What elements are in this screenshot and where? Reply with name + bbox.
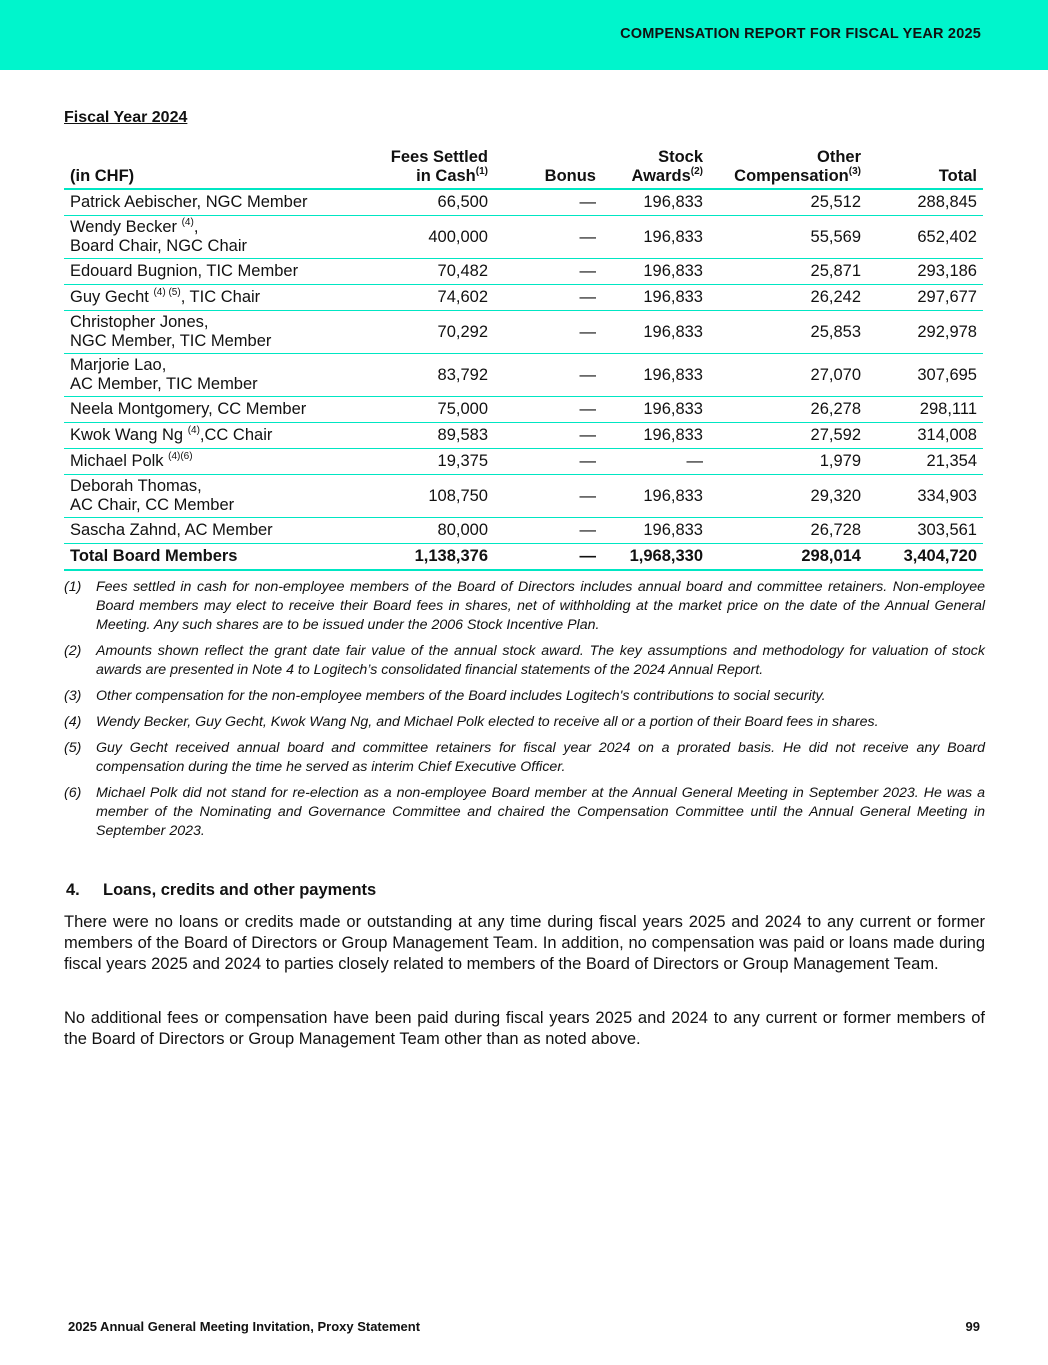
fees-cell: 74,602 bbox=[354, 285, 494, 311]
loans-section-heading bbox=[66, 881, 376, 900]
footnote-ref: (2) bbox=[690, 165, 703, 177]
member-name-text: Deborah Thomas, bbox=[70, 477, 202, 495]
footnote-number: (3) bbox=[64, 688, 82, 704]
section-heading-text: Loans, credits and other payments bbox=[103, 881, 377, 899]
other-cell: 29,320 bbox=[709, 475, 867, 518]
footnote-ref: (4) (5) bbox=[153, 286, 181, 298]
footnote bbox=[64, 713, 985, 732]
col-header-stock-line2: Awards bbox=[631, 167, 691, 185]
footnote-text: Fees settled in cash for non-employee members of the Board of Directors includes annual board and committee retainers. Non-employee Board members may elect to receive their Board fees in shares, net of withholding at the market price on the date of the Annual General Meeting. Any such shares are to be issued under the 2006 Stock Incentive Plan. bbox=[96, 579, 985, 633]
total-cell: 303,561 bbox=[867, 518, 983, 544]
member-name-suffix: , TIC Chair bbox=[180, 288, 261, 306]
footnote-text: Other compensation for the non-employee members of the Board includes Logitech's contributions to social security. bbox=[96, 688, 826, 704]
member-name: Neela Montgomery, CC Member bbox=[64, 397, 354, 423]
footnote-text: Michael Polk did not stand for re-election as a non-employee Board member at the Annual General Meeting in September 2023. He was a member of the Nominating and Governance Committee and chaired the Compensation Committee until the Annual General Meeting in September 2023. bbox=[96, 785, 985, 839]
member-role: AC Chair, CC Member bbox=[70, 496, 235, 514]
table-row bbox=[64, 449, 983, 475]
table-row bbox=[64, 354, 983, 397]
other-cell: 26,728 bbox=[709, 518, 867, 544]
footnote-ref: (4)(6) bbox=[168, 450, 193, 462]
bonus-cell: — bbox=[494, 423, 602, 449]
table-row bbox=[64, 189, 983, 216]
footnote-ref: (4) bbox=[187, 424, 200, 436]
report-title: COMPENSATION REPORT FOR FISCAL YEAR 2025 bbox=[620, 26, 981, 42]
total-cell: 314,008 bbox=[867, 423, 983, 449]
other-cell: 26,242 bbox=[709, 285, 867, 311]
table-row bbox=[64, 475, 983, 518]
member-name bbox=[64, 216, 354, 259]
fees-cell: 400,000 bbox=[354, 216, 494, 259]
fees-cell: 1,138,376 bbox=[354, 544, 494, 571]
stock-cell: 196,833 bbox=[602, 475, 709, 518]
footnote bbox=[64, 687, 985, 706]
fees-cell: 89,583 bbox=[354, 423, 494, 449]
col-header-other bbox=[709, 146, 867, 189]
fees-cell: 66,500 bbox=[354, 189, 494, 216]
footnote-ref: (1) bbox=[475, 165, 488, 177]
stock-cell: 196,833 bbox=[602, 311, 709, 354]
bonus-cell: — bbox=[494, 189, 602, 216]
member-name-text: Kwok Wang Ng bbox=[70, 426, 188, 444]
member-name bbox=[64, 285, 354, 311]
table-row bbox=[64, 311, 983, 354]
section-number: 4. bbox=[66, 881, 80, 899]
other-cell: 298,014 bbox=[709, 544, 867, 571]
other-cell: 55,569 bbox=[709, 216, 867, 259]
col-header-other-line1: Other bbox=[816, 148, 861, 166]
total-cell: 292,978 bbox=[867, 311, 983, 354]
section-title: Fiscal Year 2024 bbox=[64, 109, 188, 126]
col-header-fees-line2: in Cash bbox=[416, 167, 476, 185]
compensation-table bbox=[64, 146, 983, 571]
footnote-number: (6) bbox=[64, 785, 82, 801]
footnote-text: Guy Gecht received annual board and committee retainers for fiscal year 2024 on a prorated basis. He did not receive any Board compensation during the time he served as interim Chief Executive Officer. bbox=[96, 740, 985, 775]
stock-cell: — bbox=[602, 449, 709, 475]
col-header-bonus: Bonus bbox=[494, 146, 602, 189]
footnote bbox=[64, 739, 985, 777]
other-cell: 1,979 bbox=[709, 449, 867, 475]
total-cell: 334,903 bbox=[867, 475, 983, 518]
member-name bbox=[64, 311, 354, 354]
bonus-cell: — bbox=[494, 285, 602, 311]
member-name-text: Guy Gecht bbox=[70, 288, 154, 306]
other-cell: 25,853 bbox=[709, 311, 867, 354]
fees-cell: 70,482 bbox=[354, 259, 494, 285]
stock-cell: 196,833 bbox=[602, 423, 709, 449]
table-row bbox=[64, 285, 983, 311]
stock-cell: 196,833 bbox=[602, 189, 709, 216]
bonus-cell: — bbox=[494, 311, 602, 354]
table-row bbox=[64, 423, 983, 449]
fees-cell: 70,292 bbox=[354, 311, 494, 354]
total-label: Total Board Members bbox=[64, 544, 354, 571]
stock-cell: 196,833 bbox=[602, 216, 709, 259]
footnote-number: (2) bbox=[64, 643, 82, 659]
table-row bbox=[64, 216, 983, 259]
bonus-cell: — bbox=[494, 518, 602, 544]
footnote-ref: (4) bbox=[181, 216, 194, 228]
col-header-stock bbox=[602, 146, 709, 189]
fees-cell: 83,792 bbox=[354, 354, 494, 397]
fees-cell: 19,375 bbox=[354, 449, 494, 475]
member-role: NGC Member, TIC Member bbox=[70, 332, 272, 350]
total-cell: 297,677 bbox=[867, 285, 983, 311]
bonus-cell: — bbox=[494, 544, 602, 571]
footer-document-title: 2025 Annual General Meeting Invitation, Proxy Statement bbox=[68, 1319, 421, 1334]
bonus-cell: — bbox=[494, 449, 602, 475]
footnote-number: (4) bbox=[64, 714, 82, 730]
member-name bbox=[64, 423, 354, 449]
total-cell: 293,186 bbox=[867, 259, 983, 285]
stock-cell: 196,833 bbox=[602, 518, 709, 544]
footnote-number: (1) bbox=[64, 579, 82, 595]
col-header-other-line2: Compensation bbox=[734, 167, 849, 185]
footnote-text: Wendy Becker, Guy Gecht, Kwok Wang Ng, and Michael Polk elected to receive all or a portion of their Board fees in shares. bbox=[96, 714, 879, 730]
member-name-text: Marjorie Lao, bbox=[70, 356, 167, 374]
footnote-text: Amounts shown reflect the grant date fair value of the annual stock award. The key assumptions and methodology for valuation of stock awards are presented in Note 4 to Logitech’s consolidated financial statements of the 2024 Annual Report. bbox=[96, 643, 985, 678]
table-header-row bbox=[64, 146, 983, 189]
table-row bbox=[64, 259, 983, 285]
fees-cell: 80,000 bbox=[354, 518, 494, 544]
other-cell: 27,592 bbox=[709, 423, 867, 449]
col-header-fees bbox=[354, 146, 494, 189]
member-name: Edouard Bugnion, TIC Member bbox=[64, 259, 354, 285]
header-band bbox=[0, 0, 1048, 70]
other-cell: 26,278 bbox=[709, 397, 867, 423]
member-role: Board Chair, NGC Chair bbox=[70, 237, 247, 255]
bonus-cell: — bbox=[494, 259, 602, 285]
member-name-suffix: ,CC Chair bbox=[199, 426, 273, 444]
stock-cell: 196,833 bbox=[602, 354, 709, 397]
total-cell: 298,111 bbox=[867, 397, 983, 423]
stock-cell: 196,833 bbox=[602, 285, 709, 311]
member-name: Sascha Zahnd, AC Member bbox=[64, 518, 354, 544]
total-cell: 288,845 bbox=[867, 189, 983, 216]
bonus-cell: — bbox=[494, 397, 602, 423]
stock-cell: 196,833 bbox=[602, 259, 709, 285]
footnote bbox=[64, 578, 985, 635]
page-number: 99 bbox=[965, 1319, 980, 1334]
footnote bbox=[64, 642, 985, 680]
member-name-text: Wendy Becker bbox=[70, 218, 182, 236]
footnote-ref: (3) bbox=[848, 165, 861, 177]
col-header-stock-line1: Stock bbox=[658, 148, 703, 166]
bonus-cell: — bbox=[494, 216, 602, 259]
total-cell: 3,404,720 bbox=[867, 544, 983, 571]
member-role: AC Member, TIC Member bbox=[70, 375, 258, 393]
member-name bbox=[64, 449, 354, 475]
fees-cell: 75,000 bbox=[354, 397, 494, 423]
fees-cell: 108,750 bbox=[354, 475, 494, 518]
member-name bbox=[64, 354, 354, 397]
total-cell: 21,354 bbox=[867, 449, 983, 475]
other-cell: 27,070 bbox=[709, 354, 867, 397]
table-row bbox=[64, 518, 983, 544]
footnote bbox=[64, 784, 985, 841]
member-name-suffix: , bbox=[193, 218, 199, 236]
total-cell: 652,402 bbox=[867, 216, 983, 259]
col-header-fees-line1: Fees Settled bbox=[390, 148, 488, 166]
member-name-text: Michael Polk bbox=[70, 452, 169, 470]
footnote-number: (5) bbox=[64, 740, 82, 756]
total-cell: 307,695 bbox=[867, 354, 983, 397]
table-row bbox=[64, 397, 983, 423]
bonus-cell: — bbox=[494, 354, 602, 397]
footnotes bbox=[64, 578, 985, 848]
loans-paragraph-2: No additional fees or compensation have been paid during fiscal years 2025 and 2024 to any current or former members of the Board of Directors or Group Management Team other than as noted above. bbox=[64, 1009, 985, 1048]
member-name bbox=[64, 475, 354, 518]
stock-cell: 196,833 bbox=[602, 397, 709, 423]
table-total-row bbox=[64, 544, 983, 571]
other-cell: 25,871 bbox=[709, 259, 867, 285]
member-name-text: Christopher Jones, bbox=[70, 313, 209, 331]
loans-paragraph-1: There were no loans or credits made or outstanding at any time during fiscal years 2025 and 2024 to any current or former members of the Board of Directors or Group Management Team. In addition, no compensation was paid or loans made during fiscal years 2025 and 2024 to parties closely related to members of the Board of Directors or Group Management Team. bbox=[64, 913, 985, 973]
col-header-name: (in CHF) bbox=[64, 146, 354, 189]
stock-cell: 1,968,330 bbox=[602, 544, 709, 571]
member-name: Patrick Aebischer, NGC Member bbox=[64, 189, 354, 216]
col-header-total: Total bbox=[867, 146, 983, 189]
other-cell: 25,512 bbox=[709, 189, 867, 216]
bonus-cell: — bbox=[494, 475, 602, 518]
